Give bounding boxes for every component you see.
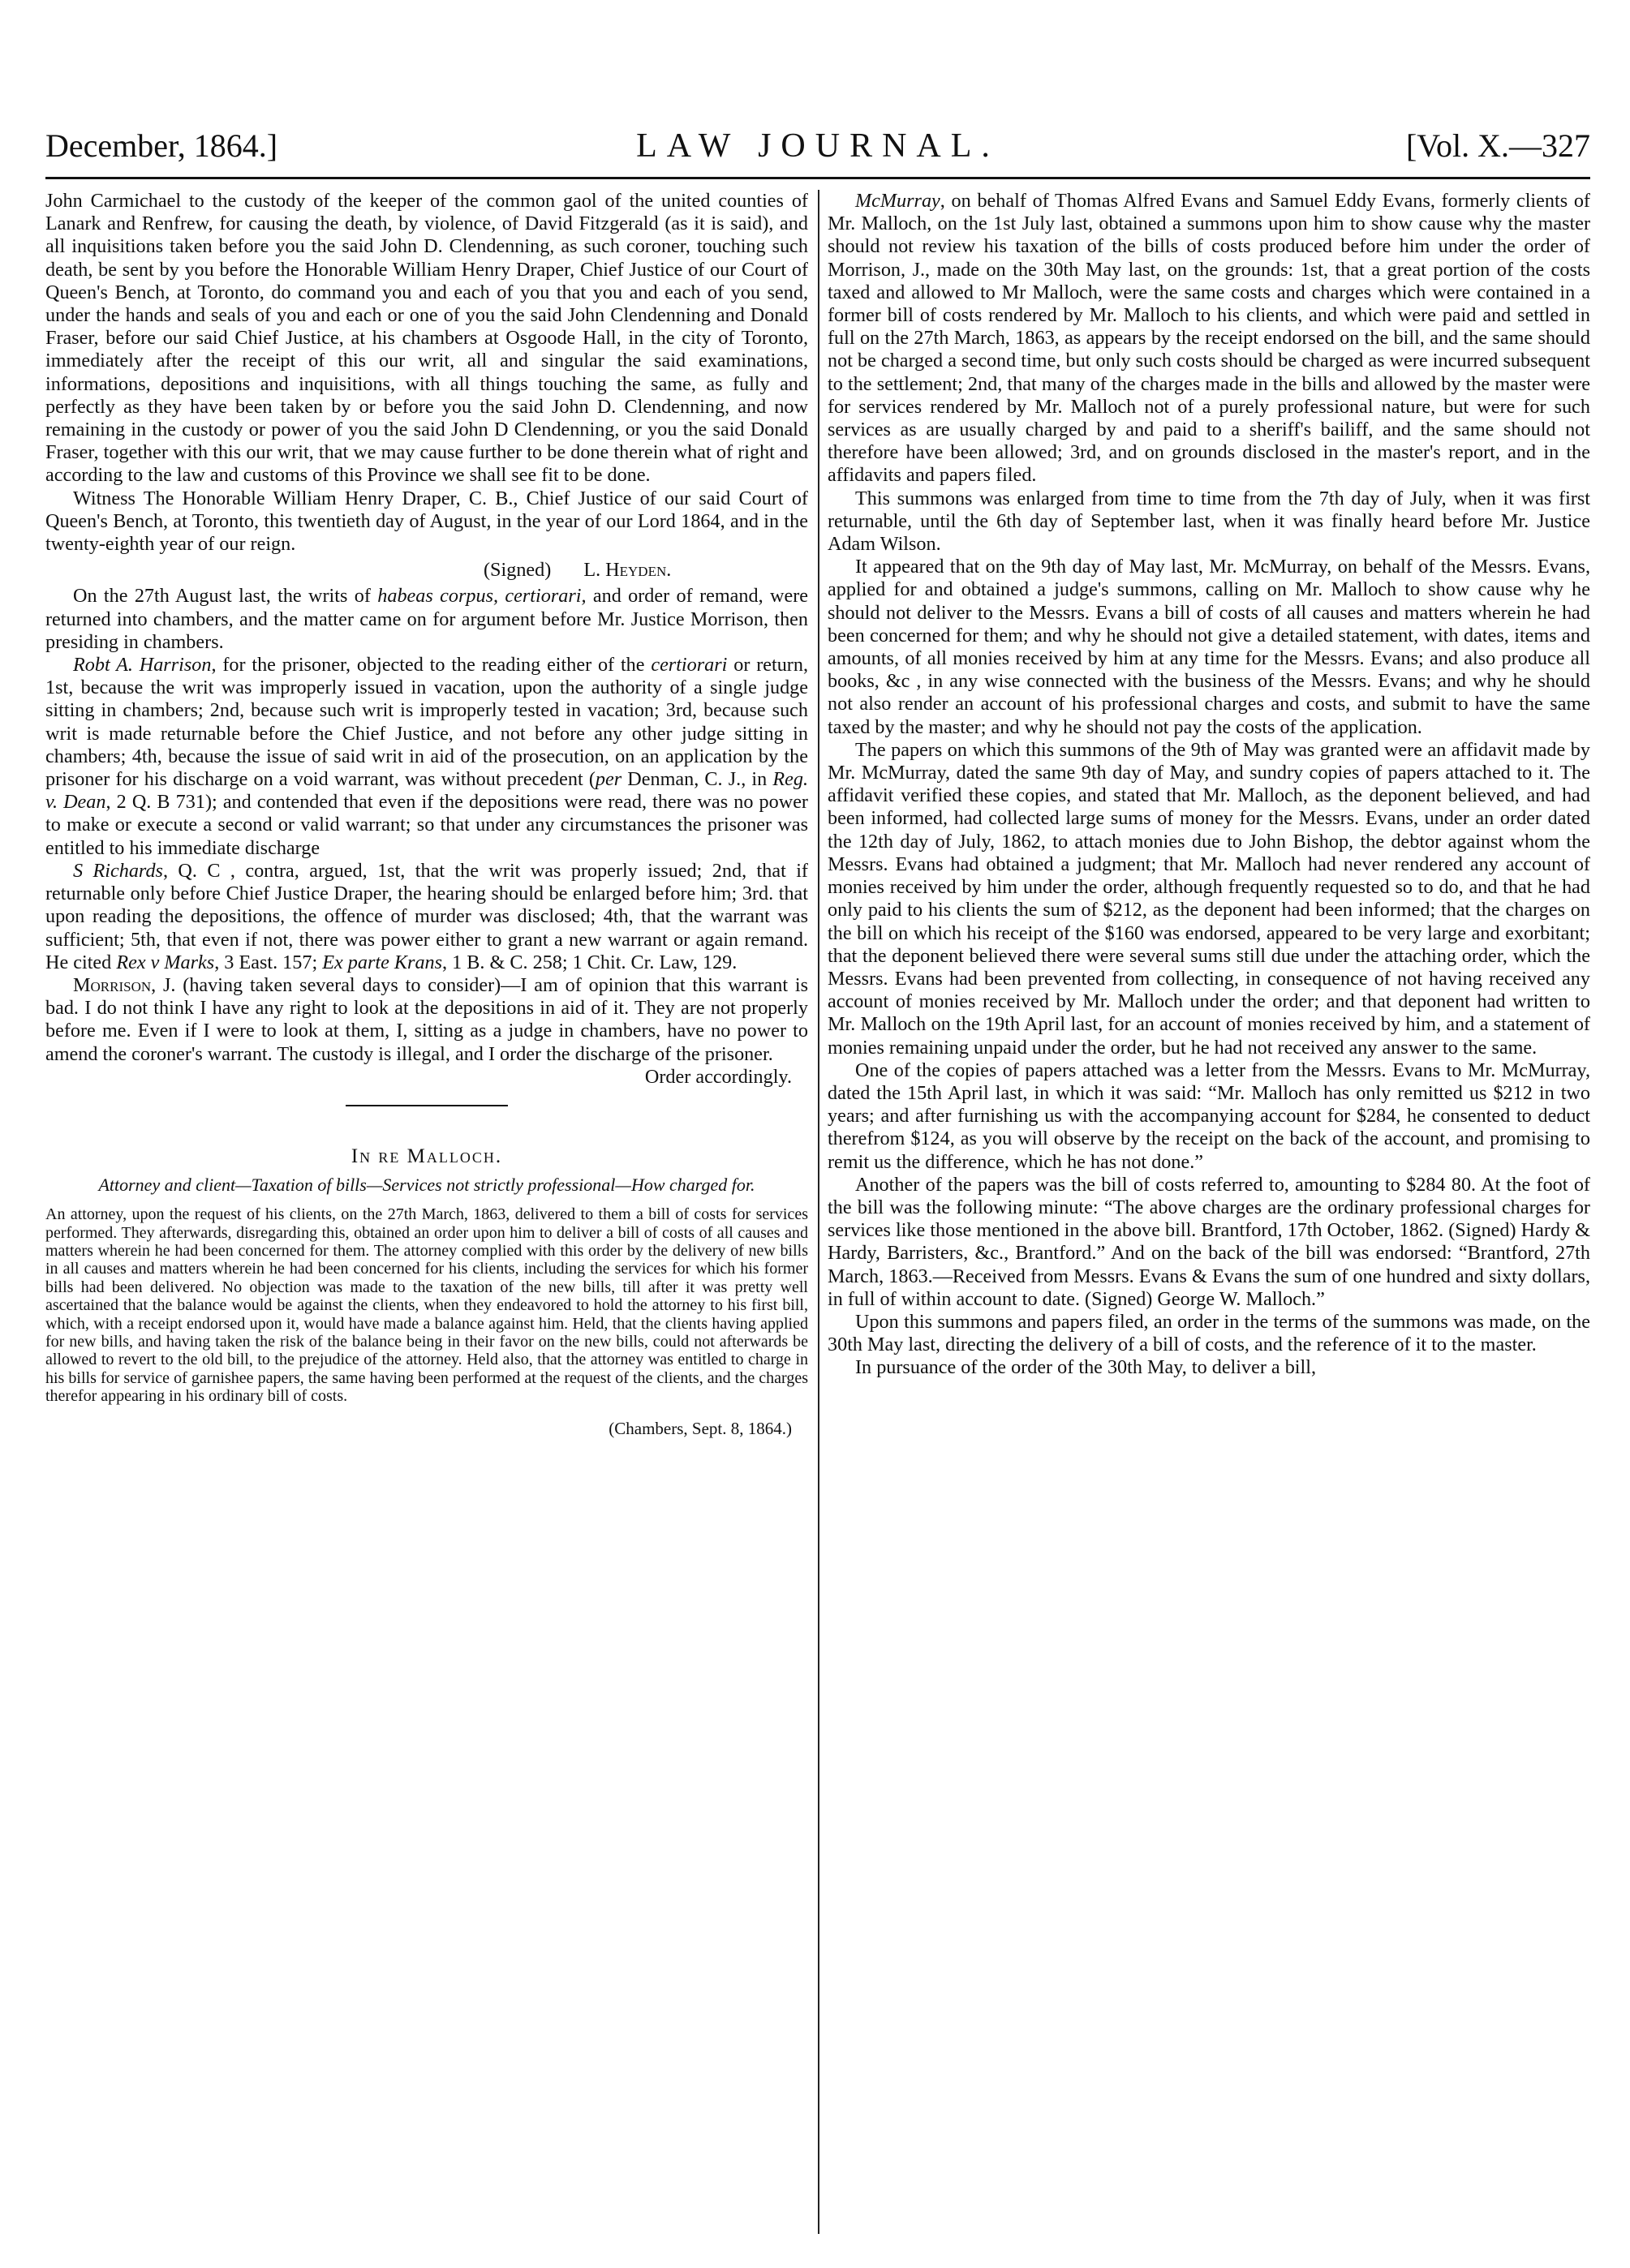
enlarged-paragraph: This summons was enlarged from time to time from the 7th day of July, when it was first returnable, until the 6th day of September last, when it was finally heard before Mr. Justice Adam Wilson. xyxy=(828,487,1590,556)
harrison-certiorari: certiorari xyxy=(651,654,728,677)
harrison-text-c: Denman, C. J., in xyxy=(621,768,773,791)
witness-paragraph: Witness The Honorable William Henry Draper, C. B., Chief Justice of our said Court of Queen's Bench, at Toronto, this twentieth day of August, in the year of our Lord 1864, and in the twenty-eighth year of our reign. xyxy=(45,487,808,556)
column-divider xyxy=(818,190,819,2234)
harrison-argument xyxy=(45,654,808,860)
journal-page xyxy=(45,115,1590,2240)
order-paragraph: Upon this summons and papers filed, an order in the terms of the summons was made, on the 30th May last, directing the delivery of a bill of costs, and the reference of it to the master. xyxy=(828,1310,1590,1356)
harrison-text-b: or return, 1st, because the writ was improperly issued in vacation, upon the authority of a single judge sitting in chambers; 2nd, because such writ is improperly tested in vacation; 3rd, because such writ is made returnable before the Chief Justice, and not before any other judge sitting in chambers; 4th, because the issue of said writ in aid of the prosecution, on an application by the prisoner for his discharge on a void warrant, was without precedent ( xyxy=(45,654,808,791)
header-rule xyxy=(45,177,1590,179)
bill-paragraph: Another of the papers was the bill of costs referred to, amounting to $284 80. At the foot of the bill was the following minute: “The above charges are the ordinary professional charges for services like those mentioned in the above bill. Brantford, 17th October, 1862. (Signed) Hardy & Hardy, Barristers, &c., Brantford.” And on the back of the bill was endorsed: “Brantford, 27th March, 1863.—Received from Messrs. Evans & Evans the sum of one hundred and sixty dollars, in full of within account to date. (Signed) George W. Malloch.” xyxy=(828,1173,1590,1310)
richards-case-1: Rex v Marks xyxy=(116,951,215,973)
judgment-text: (having taken several days to consider)—I am of opinion that this warrant is bad. I do not think I have any right to look at the depositions in aid of it. They are not properly before me. Even if I were to look at them, I, sitting as a judge in chambers, have no power to amend the coroner's warrant. The custody is illegal, and I order the discharge of the prisoner. xyxy=(45,973,808,1065)
harrison-case: Reg. v. Dean xyxy=(45,768,808,814)
catchwords: Attorney and client—Taxation of bills—Services not strictly professional—How charged for. xyxy=(98,1175,755,1196)
return-paragraph xyxy=(45,585,808,654)
section-divider xyxy=(346,1105,508,1106)
appeared-paragraph: It appeared that on the 9th day of May last, Mr. McMurray, on behalf of the Messrs. Evans, applied for and obtained a judge's summons, calling on Mr. Malloch to show cause why he should not deliver to the Messrs. Evans a bill of costs of all causes and matters wherein he had been concerned for them; and why he should not give a detailed statement, with dates, items and amounts, of all monies received by him at any time for the Messrs. Evans; and also produce all books, &c , in any wise connected with the business of the Messrs. Evans; and why he should not also render an account of his professional charges and costs, and submit to have the same taxed by the master; and why he should not pay the costs of the application. xyxy=(828,556,1590,738)
summons-paragraph xyxy=(828,190,1590,488)
harrison-text-a: , for the prisoner, objected to the reading either of the xyxy=(211,654,652,677)
morrison-judgment xyxy=(45,974,808,1066)
letter-paragraph: One of the copies of papers attached was a letter from the Messrs. Evans to Mr. McMurray, dated the 15th April last, in which it was said: “Mr. Malloch has only remitted us $212 in two years; and after furnishing us with the accompanying account for $284, he consented to deduct therefrom $124, as you will observe by the receipt on the back of the account, and promising to remit us the difference, which he has not done.” xyxy=(828,1059,1590,1173)
richards-text-b: , 3 East. 157; xyxy=(214,951,323,973)
richards-text-c: , 1 B. & C. 258; 1 Chit. Cr. Law, 129. xyxy=(442,951,738,973)
journal-title: LAW JOURNAL. xyxy=(636,127,1000,165)
summons-text: , on behalf of Thomas Alfred Evans and Samuel Eddy Evans, formerly clients of Mr. Malloch, on the 1st July last, obtained a summons upon him to show cause why the master should not review his taxation of the bills of costs produced before him under the order of Morrison, J., made on the 30th May last, on the grounds: 1st, that a great portion of the costs taxed and allowed to Mr Malloch, were the same costs and charges which were contained in a former bill of costs rendered by Mr. Malloch to his clients, and which were paid and settled in full on the 27th March, 1863, as appears by the receipt endorsed on the bill, and the same should not be charged a second time, but only such costs should be charged as were incurred subsequent to the settlement; 2nd, that many of the charges made in the bills and allowed by the master were for services rendered by Mr. Malloch not of a purely professional nature, but were for such services as are usually charged by and paid to a sheriff's bailiff, and the same should not therefore have been allowed; 3rd, and on grounds disclosed in the master's report, and in the affidavits and papers filed. xyxy=(828,190,1590,487)
right-column xyxy=(828,190,1590,2234)
headnote: An attorney, upon the request of his clients, on the 27th March, 1863, delivered to them a bill of costs for services performed. They afterwards, disregarding this, obtained an order upon him to deliver a bill of costs of all causes and matters wherein he had been concerned for them. The attorney complied with this order by the delivery of new bills in all causes and matters wherein he had been concerned for his clients, including the services for which his former bills had been delivered. No objection was made to the taxation of the new bills, till after it was pretty well ascertained that the balance would be against the clients, when they endeavored to hold the attorney to his first bill, which, with a receipt endorsed upon it, would have made a balance against him. Held, that the clients having applied for new bills, and having taken the risk of the balance being in their favor on the new bills, could not afterwards be allowed to revert to the old bill, to the prejudice of the attorney. Held also, that the attorney was entitled to charge in his bills for service of garnishee papers, the same having been performed at the request of the clients, and the charges therefor appearing in his ordinary bill of costs. xyxy=(45,1205,808,1406)
harrison-text-d: , 2 Q. B 731); and contended that even if the depositions were read, there was no power to make or execute a second or valid warrant; so that under any circumstances the prisoner was entitled to his immediate discharge xyxy=(45,791,808,859)
judge-name: Morrison, J. xyxy=(73,973,176,996)
order-accordingly: Order accordingly. xyxy=(644,1065,792,1088)
return-text-b: and order of remand, were returned into chambers, and the matter came on for argument before Mr. Justice Morrison, then presiding in chambers. xyxy=(45,585,808,653)
left-column xyxy=(45,190,808,2234)
writ-paragraph: John Carmichael to the custody of the keeper of the common gaol of the united counties of Lanark and Renfrew, for causing the death, by violence, of David Fitzgerald (as it is said), and all inquisitions taken before you the said John D. Clendenning, as such coroner, touching such death, be sent by you before the Honorable William Henry Draper, Chief Justice of our Court of Queen's Bench, at Toronto, do command you and each of you that you and each of you send, under the hands and seals of you and each or one of you the said John Clendenning and Donald Fraser, before our said Chief Justice, at his chambers at Osgoode Hall, in the city of Toronto, immediately after the receipt of this our writ, all and singular the said examinations, informations, depositions and inquisitions, with all things touching the same, as fully and perfectly as they have been taken by or before you the said John D. Clendenning, and now remaining in the custody or power of you the said John D Clendenning, or you the said Donald Fraser, together with this our writ, that we may cause further to be done therein what of right and according to the law and customs of this Province we shall see fit to be done. xyxy=(45,190,808,487)
richards-argument xyxy=(45,860,808,974)
counsel-name-richards: S Richards xyxy=(73,859,163,882)
papers-paragraph: The papers on which this summons of the 9th of May was granted were an affidavit made by Mr. McMurray, dated the same 9th day of May, and sundry copies of papers attached to it. The affidavit verified these copies, and stated that Mr. Malloch, as the deponent believed, and had been informed, had collected large sums of money for the Messrs. Evans, under an order dated the 12th day of July, 1862, to attach monies due to John Bishop, the debtor against whom the Messrs. Evans had obtained a judgment; that Mr. Malloch had never rendered any account of monies received by him under the order, although frequently requested so to do, and that he had only paid to his clients the sum of $212, as the deponent had been informed; that the charges on the bill on which his receipt of the $160 was endorsed, appeared to be very large and exorbitant; that the deponent believed there were several sums still due under the attaching order, which the Messrs. Evans had been prevented from collecting, in consequence of not having received any account of monies received by Mr. Malloch under the order; and that deponent had written to Mr. Malloch on the 19th April last, for an account of monies received by him, and a statement of monies remaining unpaid under the order, but he had not received any answer to the same. xyxy=(828,738,1590,1059)
counsel-name-mcmurray: McMurray xyxy=(855,190,940,212)
signed-name: L. Heyden. xyxy=(583,559,672,582)
richards-text-a: , Q. C , contra, argued, 1st, that the writ was properly issued; 2nd, that if returnable only before Chief Justice Draper, the hearing should be enlarged before him; 3rd. that upon reading the depositions, the offence of murder was disclosed; 4th, that the warrant was sufficient; 5th, that even if not, there was power either to grant a new warrant or again remand. He cited xyxy=(45,859,808,973)
harrison-per: per xyxy=(595,768,622,791)
case-title: In re Malloch. xyxy=(351,1145,503,1167)
richards-case-2: Ex parte Krans xyxy=(322,951,443,973)
page-header xyxy=(45,115,1590,174)
signature-line xyxy=(45,559,808,582)
return-text-italic: habeas corpus, certiorari, xyxy=(377,585,587,608)
signed-label: (Signed) xyxy=(484,559,552,582)
return-text-a: On the 27th August last, the writs of xyxy=(73,585,378,608)
volume-page-number: [Vol. X.—327 xyxy=(1405,127,1590,164)
issue-date: December, 1864.] xyxy=(45,127,278,164)
case-citation: (Chambers, Sept. 8, 1864.) xyxy=(609,1418,792,1438)
counsel-name-harrison: Robt A. Harrison xyxy=(73,654,212,677)
pursuance-paragraph: In pursuance of the order of the 30th May, to deliver a bill, xyxy=(855,1356,1317,1379)
